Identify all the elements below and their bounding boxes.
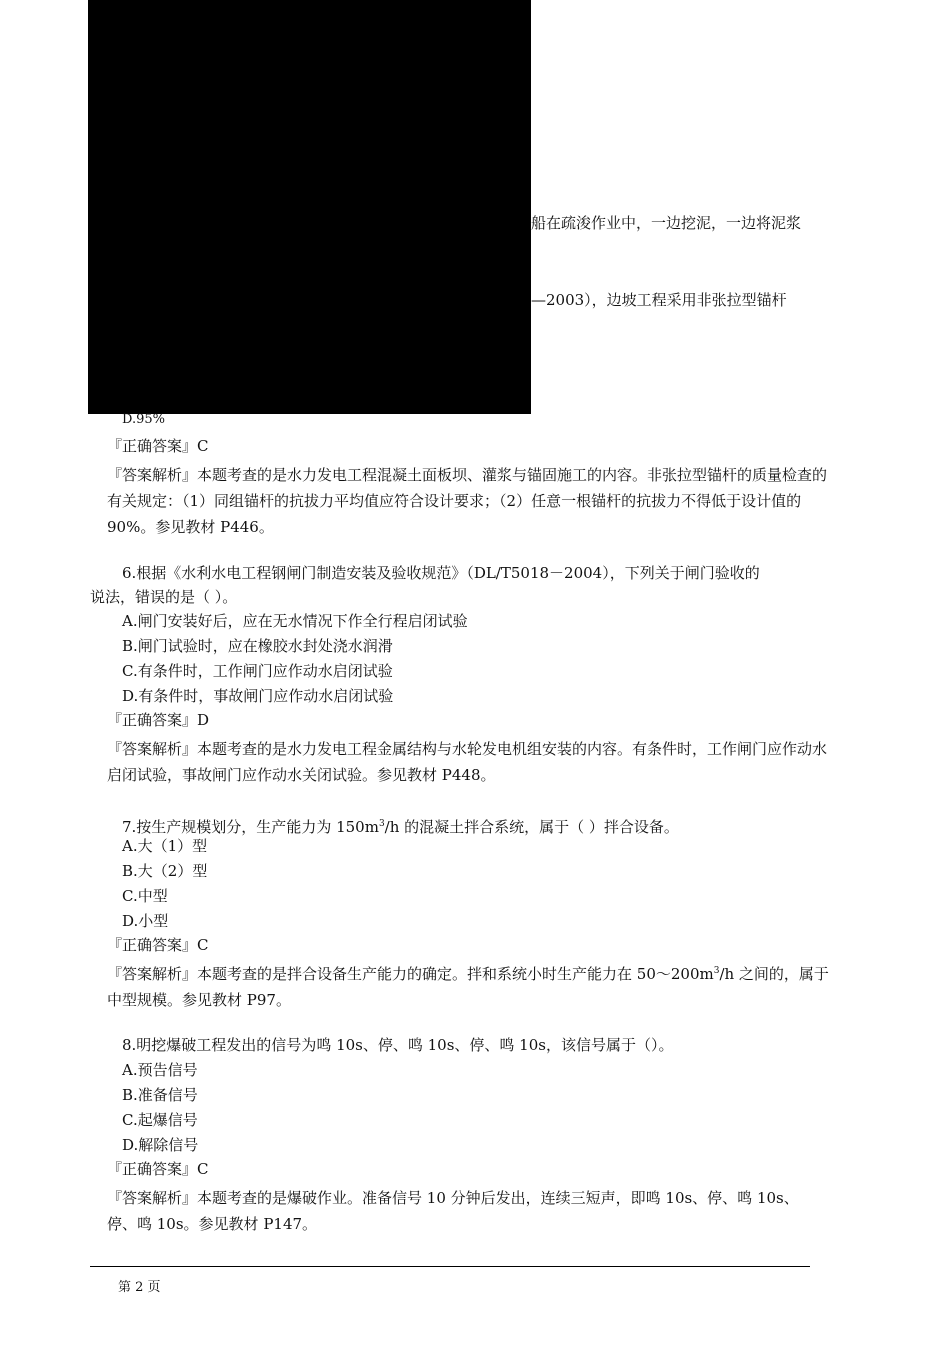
q6-stem-line1: 6.根据《水利水电工程钢闸门制造安装及验收规范》（DL/T5018－2004），下列关于闸门验收的 bbox=[122, 564, 760, 582]
q6-stem-line2: 说法，错误的是（ ）。 bbox=[90, 588, 238, 606]
question-fragment-line: —2003），边坡工程采用非张拉型锚杆 bbox=[531, 291, 787, 309]
footer-divider bbox=[90, 1266, 810, 1267]
redaction-block bbox=[88, 0, 531, 414]
q7-answer: 『正确答案』C bbox=[107, 936, 209, 954]
q8-analysis: 『答案解析』本题考查的是爆破作业。准备信号 10 分钟后发出，连续三短声，即鸣 10s、停、鸣 10s、停、鸣 10s。参见教材 P147。 bbox=[107, 1189, 799, 1233]
q8-stem: 8.明挖爆破工程发出的信号为鸣 10s、停、鸣 10s、停、鸣 10s，该信号属于（）。 bbox=[122, 1036, 674, 1054]
q6-option: C.有条件时，工作闸门应作动水启闭试验 bbox=[122, 662, 393, 680]
q5-answer: 『正确答案』C bbox=[107, 437, 209, 455]
q8-option: B.准备信号 bbox=[122, 1086, 198, 1104]
q7-option: D.小型 bbox=[122, 912, 169, 930]
q6-option: D.有条件时，事故闸门应作动水启闭试验 bbox=[122, 687, 394, 705]
q6-option: B.闸门试验时，应在橡胶水封处浇水润滑 bbox=[122, 637, 393, 655]
q6-analysis: 『答案解析』本题考查的是水力发电工程金属结构与水轮发电机组安装的内容。有条件时，工作闸门应作动水启闭试验，事故闸门应作动水关闭试验。参见教材 P448。 bbox=[107, 740, 828, 784]
q8-answer: 『正确答案』C bbox=[107, 1160, 209, 1178]
q8-option: C.起爆信号 bbox=[122, 1111, 198, 1129]
q6-option: A.闸门安装好后，应在无水情况下作全行程启闭试验 bbox=[122, 612, 468, 630]
q7-option: A.大（1）型 bbox=[122, 837, 208, 855]
question-fragment-line: 船在疏浚作业中，一边挖泥，一边将泥浆 bbox=[531, 214, 802, 232]
q8-option: A.预告信号 bbox=[122, 1061, 198, 1079]
q5-option-d: D.95% bbox=[122, 412, 165, 427]
q5-analysis: 『答案解析』本题考查的是水力发电工程混凝土面板坝、灌浆与锚固施工的内容。非张拉型锚杆的质量检查的有关规定：（1）同组锚杆的抗拔力平均值应符合设计要求；（2）任意一根锚杆的抗拔力不得低于设计值的 90%。参见教材 P446。 bbox=[107, 466, 828, 536]
page-number: 第 2 页 bbox=[118, 1280, 161, 1295]
q6-answer: 『正确答案』D bbox=[107, 711, 210, 729]
q7-option: C.中型 bbox=[122, 887, 168, 905]
q7-analysis: 『答案解析』本题考查的是拌合设备生产能力的确定。拌和系统小时生产能力在 $50\sim 200m^3/h$ 之间的，属于中型规模。参见教材 P97。 bbox=[107, 965, 829, 1009]
q7-stem: 7.按生产规模划分，生产能力为 $150m^3/h$ 的混凝土拌合系统，属于（ ）拌合设备。 bbox=[122, 818, 679, 836]
q8-option: D.解除信号 bbox=[122, 1136, 199, 1154]
q7-option: B.大（2）型 bbox=[122, 862, 208, 880]
